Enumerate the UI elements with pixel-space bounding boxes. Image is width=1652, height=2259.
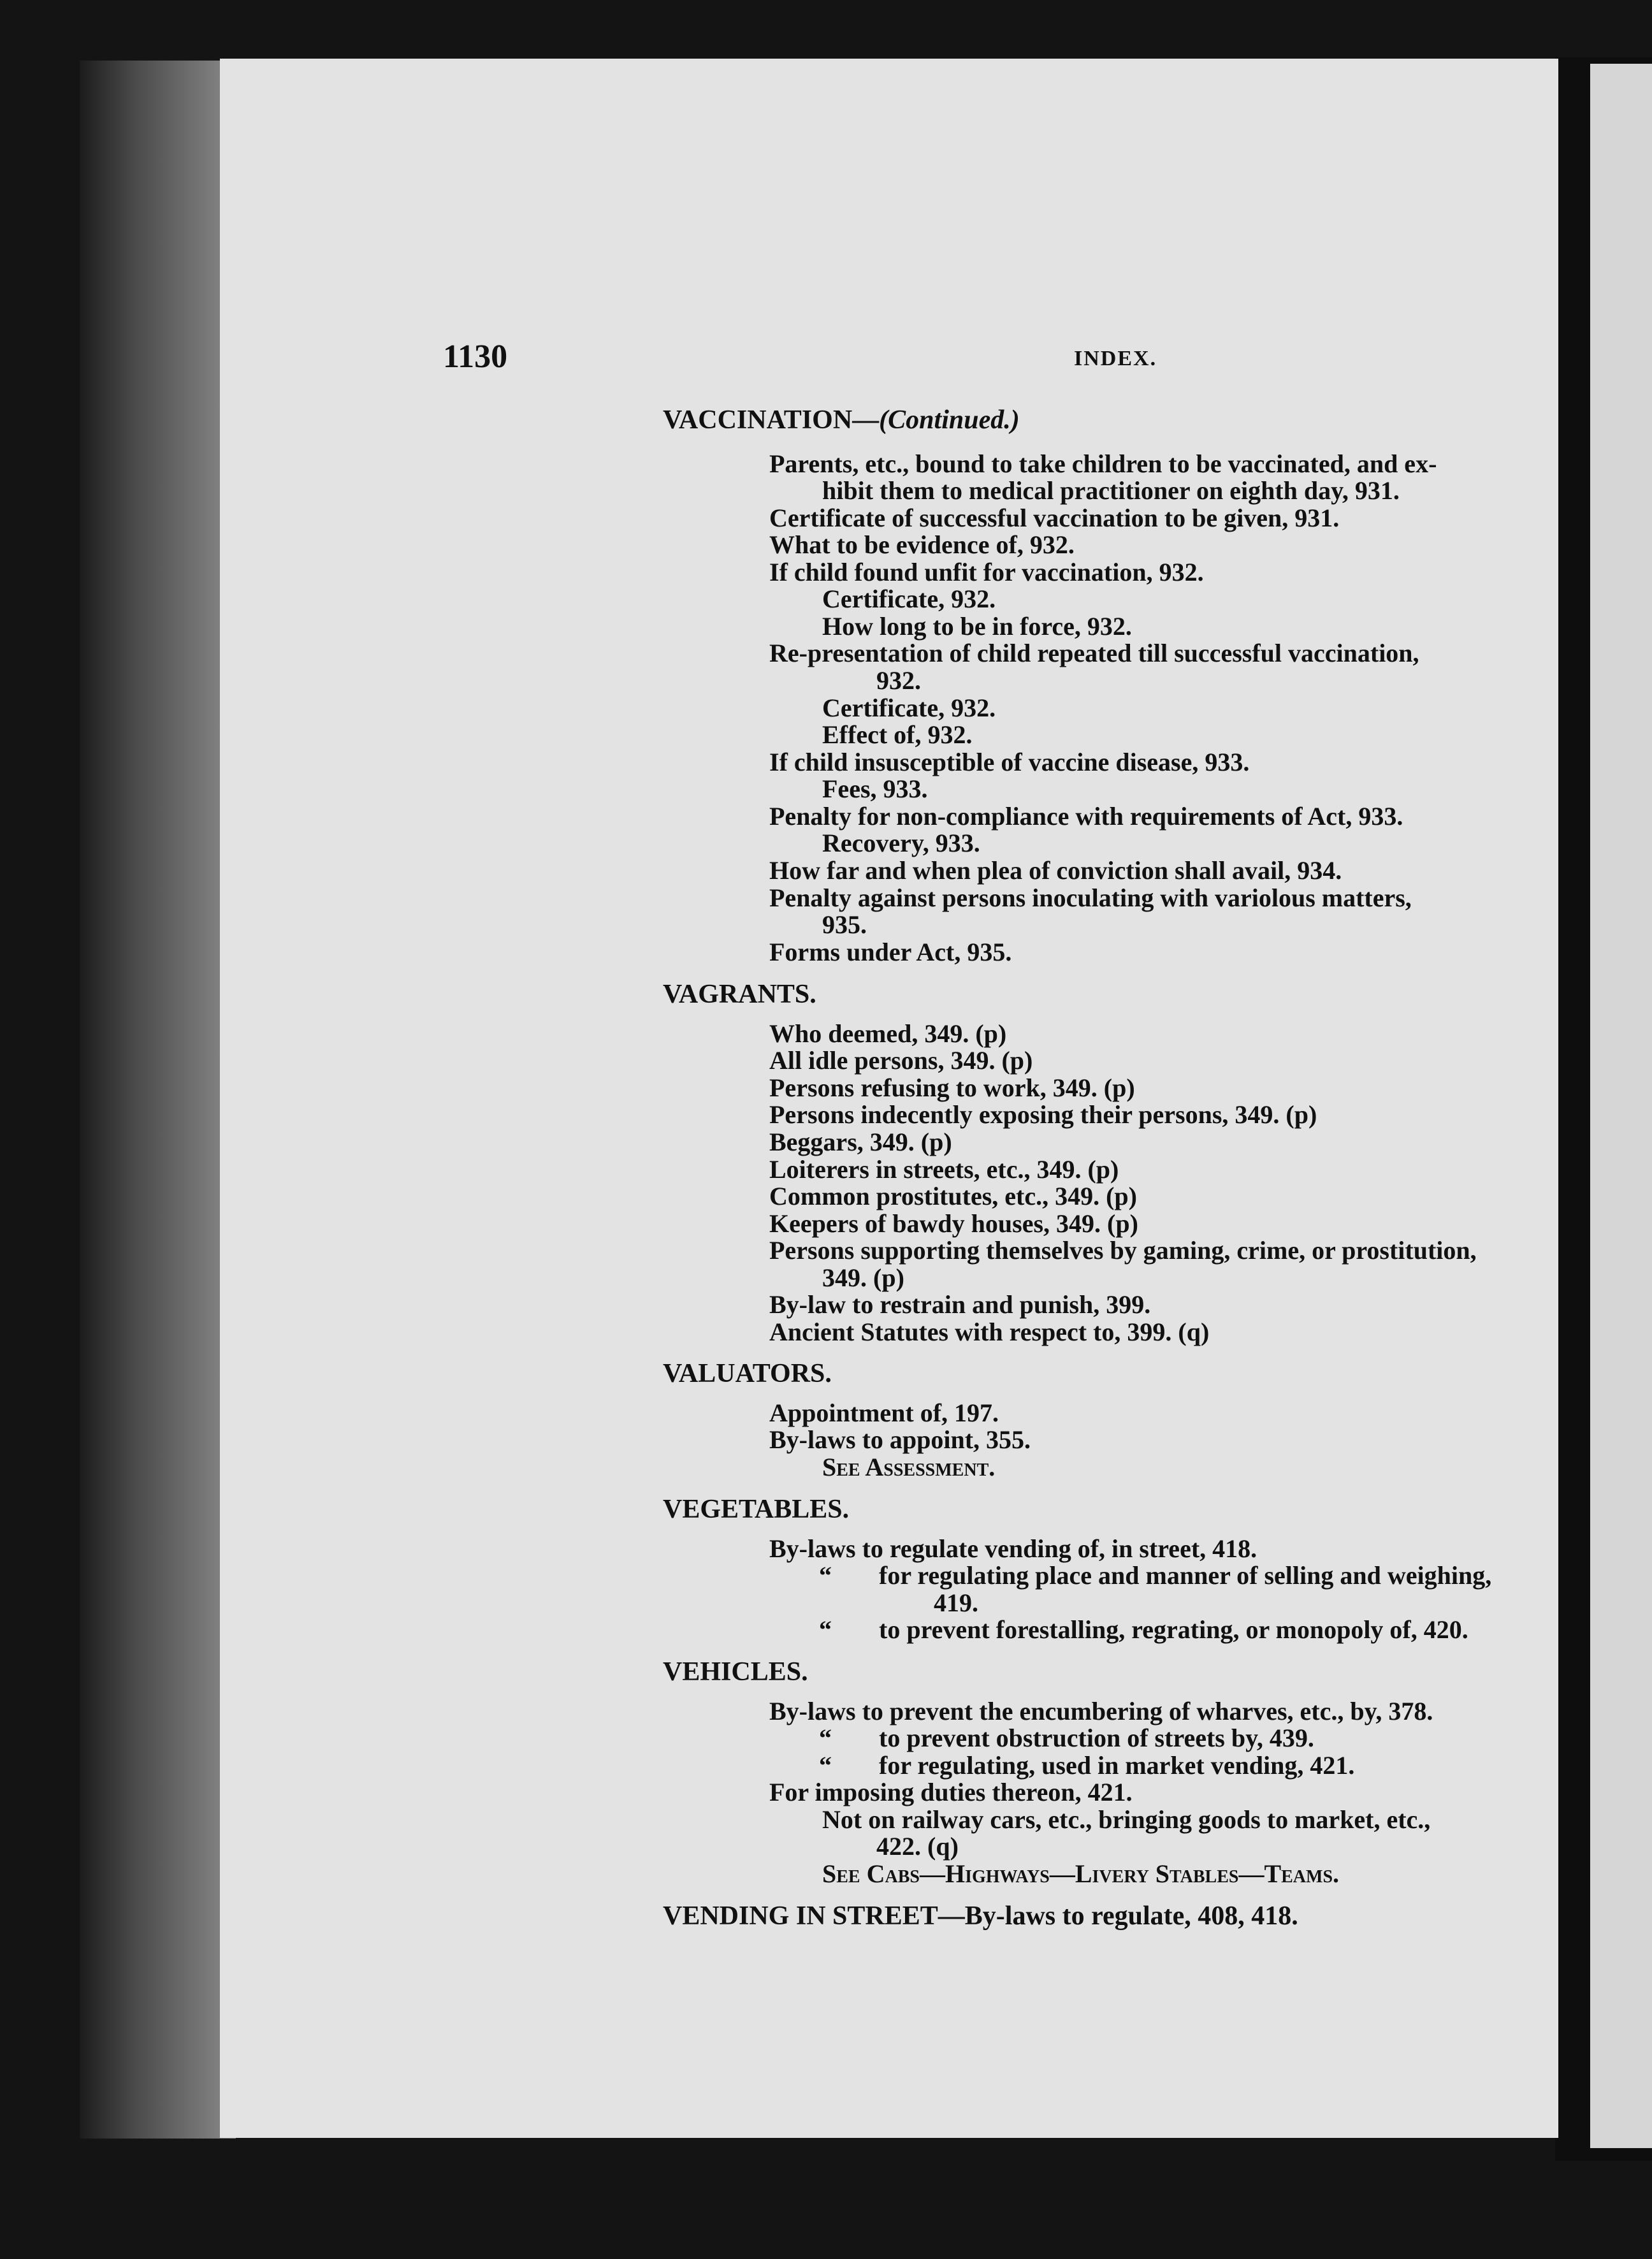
- index-entry: Beggars, 349. (p): [769, 1128, 952, 1156]
- index-entry: Who deemed, 349. (p): [769, 1019, 1007, 1048]
- index-entry: Forms under Act, 935.: [769, 938, 1012, 966]
- index-entry: Penalty for non-compliance with requirements of Act, 933.: [769, 802, 1403, 831]
- index-entry: For imposing duties thereon, 421.: [769, 1778, 1133, 1806]
- index-entry: Parents, etc., bound to take children to be vaccinated, and ex-: [769, 449, 1437, 478]
- index-entry: By-laws to prevent the encumbering of wharves, etc., by, 378.: [769, 1697, 1433, 1725]
- ditto-mark: “: [819, 1751, 832, 1780]
- index-subentry: Not on railway cars, etc., bringing goods to market, etc.,: [822, 1805, 1431, 1834]
- index-entry-continuation: hibit them to medical practitioner on eighth day, 931.: [822, 476, 1400, 505]
- index-entry: What to be evidence of, 932.: [769, 530, 1075, 559]
- index-entry: Persons supporting themselves by gaming, crime, or prostitution,: [769, 1236, 1477, 1265]
- index-entry: If child insusceptible of vaccine disease, 933.: [769, 748, 1250, 776]
- index-subentry: Recovery, 933.: [822, 829, 980, 857]
- index-entry: Persons indecently exposing their persons, 349. (p): [769, 1100, 1317, 1129]
- index-entry: By-laws to appoint, 355.: [769, 1425, 1031, 1454]
- index-entry: Certificate of successful vaccination to be given, 931.: [769, 504, 1340, 532]
- index-entry: Ancient Statutes with respect to, 399. (q): [769, 1318, 1210, 1346]
- index-entry: to prevent forestalling, regrating, or monopoly of, 420.: [879, 1615, 1468, 1644]
- index-subentry: Effect of, 932.: [822, 720, 973, 749]
- ditto-mark: “: [819, 1724, 832, 1752]
- ditto-mark: “: [819, 1561, 832, 1590]
- index-entry: for regulating, used in market vending, 421.: [879, 1751, 1355, 1780]
- index-entry-continuation: 932.: [876, 666, 921, 695]
- index-entry: Common prostitutes, etc., 349. (p): [769, 1182, 1137, 1210]
- page-content: [220, 59, 1558, 2138]
- see-also-reference: See Cabs—Highways—Livery Stables—Teams.: [822, 1859, 1340, 1888]
- index-subentry: Fees, 933.: [822, 774, 928, 803]
- index-heading: VACCINATION—(Continued.): [663, 405, 1020, 435]
- index-entry: to prevent obstruction of streets by, 439.: [879, 1724, 1314, 1752]
- index-entry: By-law to restrain and punish, 399.: [769, 1290, 1151, 1319]
- index-heading: VENDING IN STREET—By-laws to regulate, 408, 418.: [663, 1901, 1298, 1931]
- index-entry: Persons refusing to work, 349. (p): [769, 1073, 1135, 1102]
- index-subentry: Certificate, 932.: [822, 694, 996, 722]
- facing-page-edge: [1590, 64, 1652, 2148]
- page-number: 1130: [443, 338, 508, 375]
- index-entry: Re-presentation of child repeated till successful vaccination,: [769, 639, 1419, 667]
- book-page-edges: [80, 61, 236, 2139]
- index-entry: All idle persons, 349. (p): [769, 1046, 1033, 1075]
- index-entry: How far and when plea of conviction shall avail, 934.: [769, 856, 1342, 885]
- index-heading: VALUATORS.: [663, 1359, 832, 1388]
- index-heading: VAGRANTS.: [663, 980, 816, 1009]
- index-entry-continuation: 419.: [934, 1588, 978, 1617]
- index-entry: By-laws to regulate vending of, in street, 418.: [769, 1534, 1257, 1563]
- index-entry: Keepers of bawdy houses, 349. (p): [769, 1209, 1138, 1238]
- running-head: INDEX.: [1074, 347, 1157, 370]
- index-subentry: How long to be in force, 932.: [822, 612, 1132, 641]
- index-entry-continuation: 935.: [822, 910, 867, 939]
- index-heading: VEGETABLES.: [663, 1495, 850, 1524]
- index-entry: Loiterers in streets, etc., 349. (p): [769, 1155, 1119, 1184]
- index-heading: VEHICLES.: [663, 1657, 808, 1687]
- see-also-reference: See Assessment.: [822, 1453, 996, 1481]
- ditto-mark: “: [819, 1615, 832, 1644]
- index-page: [220, 59, 1558, 2138]
- index-entry: If child found unfit for vaccination, 932.: [769, 558, 1204, 586]
- index-entry-continuation: 422. (q): [876, 1832, 959, 1861]
- index-entry: Appointment of, 197.: [769, 1398, 999, 1427]
- index-subentry: Certificate, 932.: [822, 585, 996, 613]
- index-entry-continuation: 349. (p): [822, 1263, 904, 1292]
- index-entry: for regulating place and manner of selling and weighing,: [879, 1561, 1492, 1590]
- index-entry: Penalty against persons inoculating with variolous matters,: [769, 883, 1412, 912]
